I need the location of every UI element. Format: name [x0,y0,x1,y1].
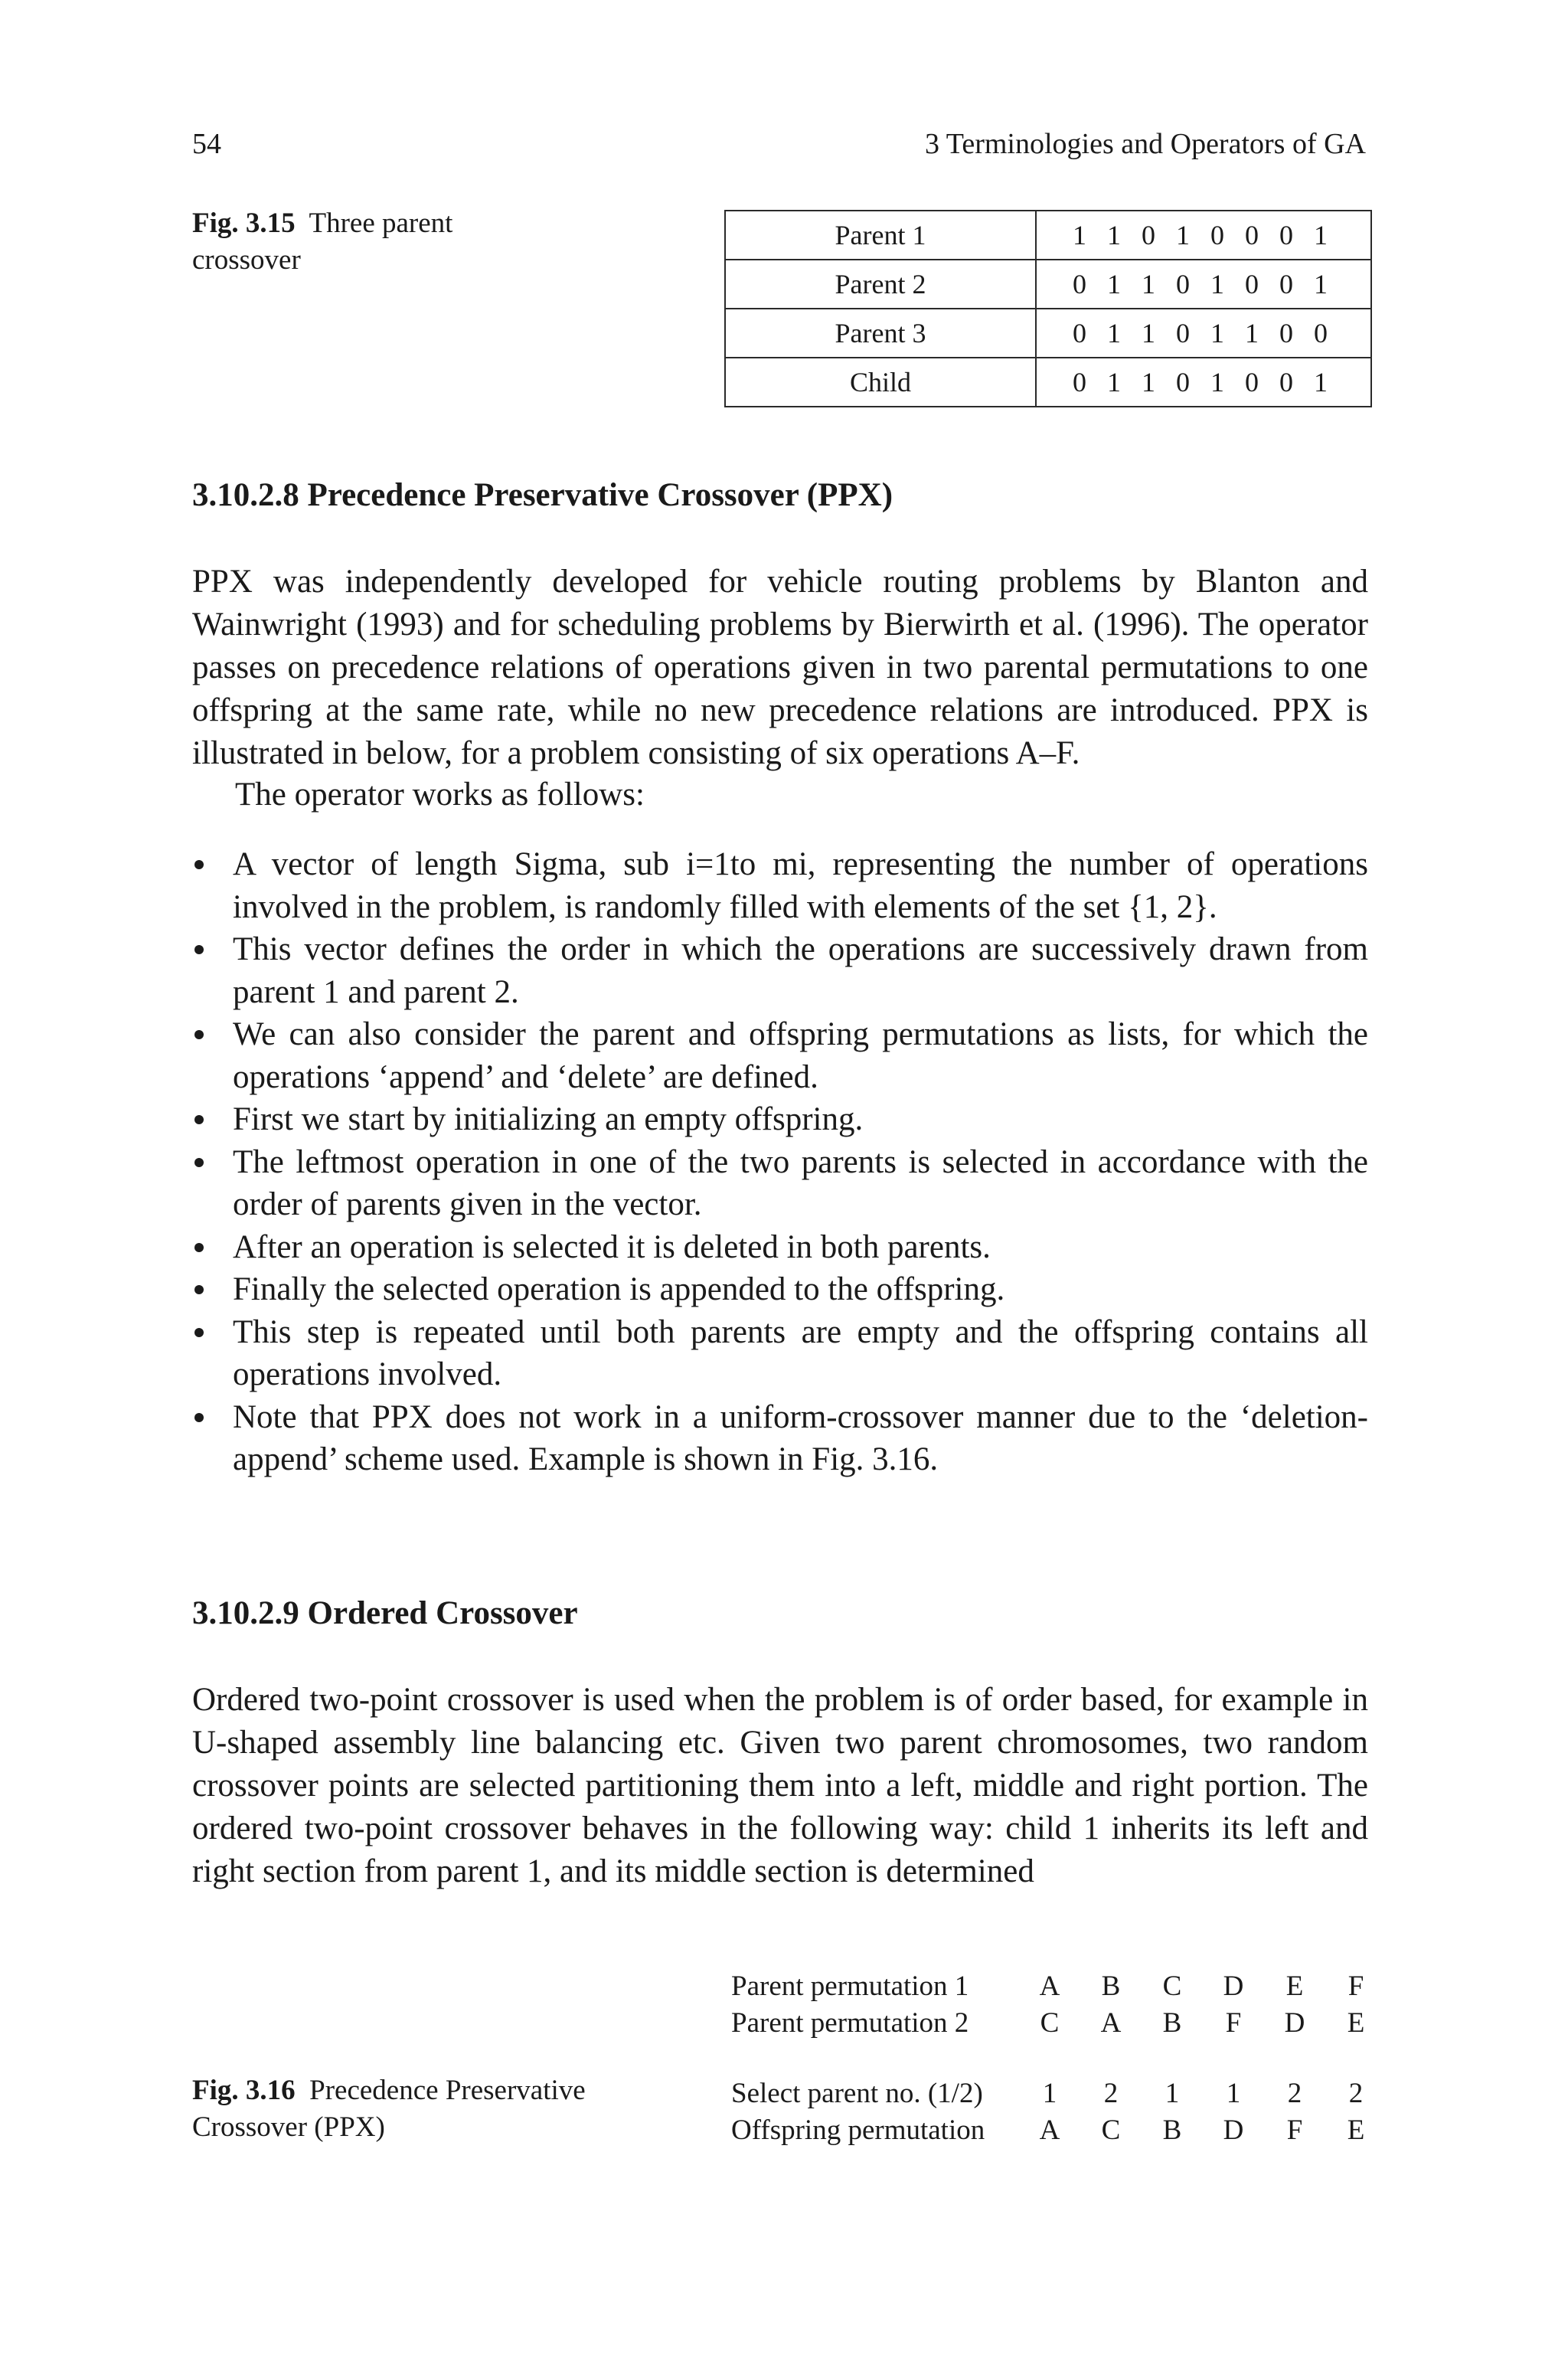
row-label: Parent 1 [725,211,1036,260]
table-cell: A [1039,2115,1060,2146]
row-bits: 0 1 1 0 1 0 0 1 [1036,358,1371,407]
row-label: Child [725,358,1036,407]
list-item [192,1013,1368,1098]
figure-3-15-label: Fig. 3.15 [192,208,296,239]
list-item-text: We can also consider the parent and offspring permutations as lists, for which the operations ‘append’ and ‘delete’ are defined. [233,1016,1368,1095]
row-bits: 1 1 0 1 0 0 0 1 [1036,211,1371,260]
list-item-text: The leftmost operation in one of the two parents is selected in accordance with the order of parents given in the vector. [233,1143,1368,1222]
table-cell: 1 [1226,2078,1241,2109]
bullet-icon [194,1030,204,1039]
table-cell: C [1101,2115,1121,2146]
bullet-icon [194,945,204,954]
bullet-icon [194,860,204,869]
bullet-icon [194,1243,204,1252]
list-item-text: This vector defines the order in which the operations are successively drawn from parent 1 and parent 2. [233,931,1368,1010]
table-row [725,260,1371,309]
section-heading-ppx: 3.10.2.8 Precedence Preservative Crossover (PPX) [192,477,893,513]
ppx-steps-list [192,843,1368,1481]
table-cell: F [1286,2115,1303,2146]
table-row [725,211,1371,260]
list-item-text: First we start by initializing an empty offspring. [233,1101,864,1137]
row-label: Parent 3 [725,309,1036,358]
table-cell: B [1101,1971,1121,2002]
list-item-text: A vector of length Sigma, sub i=1to mi, representing the number of operations involved in the problem, is randomly filled with elements of the set {1, 2}. [233,846,1368,925]
table-cell: E [1347,2007,1365,2039]
table-cell: A [1039,1971,1060,2002]
row-label: Parent permutation 2 [731,2007,969,2039]
list-item-text: Note that PPX does not work in a uniform-crossover manner due to the ‘deletion-append’ scheme used. Example is shown in Fig. 3.16. [233,1398,1368,1477]
table-cell: 1 [1165,2078,1180,2109]
list-item [192,843,1368,928]
table-cell: 2 [1348,2078,1364,2109]
table-cell: 1 [1042,2078,1057,2109]
list-item [192,1098,1368,1141]
list-item [192,1396,1368,1481]
list-item-text: This step is repeated until both parents are empty and the offspring contains all operations involved. [233,1313,1368,1392]
row-label: Offspring permutation [731,2115,985,2146]
table-cell: B [1162,2115,1182,2146]
table-cell: A [1100,2007,1122,2039]
table-cell: F [1225,2007,1242,2039]
row-bits: 0 1 1 0 1 1 0 0 [1036,309,1371,358]
row-label: Parent 2 [725,260,1036,309]
figure-3-16-label: Fig. 3.16 [192,2075,296,2106]
figure-3-15-caption-text: Three parent crossover [192,208,453,276]
list-item [192,1226,1368,1269]
table-cell: B [1162,2007,1182,2039]
table-cell: F [1348,1971,1364,2002]
row-bits: 0 1 1 0 1 0 0 1 [1036,260,1371,309]
list-item [192,1141,1368,1226]
table-cell: E [1347,2115,1365,2146]
ppx-intro: The operator works as follows: [235,777,645,813]
three-parent-crossover-table [724,210,1372,407]
ppx-paragraph: PPX was independently developed for vehicle routing problems by Blanton and Wainwright (1993) and for scheduling problems by Bierwirth et al. (1996). The operator passes on precedence relations of operations given in two parental permutations to one offspring at the same rate, while no new precedence relations are introduced. PPX is illustrated in below, for a problem consisting of six operations A–F. [192,564,1368,771]
table-cell: E [1285,1971,1304,2002]
list-item [192,1268,1368,1311]
bullet-icon [194,1115,204,1124]
list-item-text: Finally the selected operation is appended to the offspring. [233,1271,1005,1307]
table-cell: D [1223,2115,1244,2146]
table-cell: 2 [1103,2078,1119,2109]
figure-3-16-caption-text: Precedence Preservative Crossover (PPX) [192,2075,586,2143]
bullet-icon [194,1413,204,1422]
table-cell: 2 [1287,2078,1302,2109]
table-cell: D [1223,1971,1244,2002]
ordered-paragraph: Ordered two-point crossover is used when the problem is of order based, for example in U-shaped assembly line balancing etc. Given two parent chromosomes, two random crossover points are selected partitioning them into a left, middle and right portion. The ordered two-point crossover behaves in the following way: child 1 inherits its left and right section from parent 1, and its middle section is determined [192,1682,1368,1889]
running-header: 3 Terminologies and Operators of GA [924,128,1366,160]
section-heading-ordered: 3.10.2.9 Ordered Crossover [192,1595,578,1631]
bullet-icon [194,1158,204,1167]
table-cell: C [1162,1971,1182,2002]
row-label: Parent permutation 1 [731,1971,969,2002]
figure-3-15-caption [192,205,514,279]
table-row [725,358,1371,407]
table-cell: D [1284,2007,1305,2039]
figure-3-16-caption [192,2072,621,2146]
row-label: Select parent no. (1/2) [731,2078,983,2109]
list-item [192,928,1368,1013]
list-item-text: After an operation is selected it is deleted in both parents. [233,1228,991,1265]
bullet-icon [194,1328,204,1337]
table-row [725,309,1371,358]
bullet-icon [194,1285,204,1294]
page-number: 54 [192,128,221,160]
table-cell: C [1040,2007,1060,2039]
list-item [192,1311,1368,1396]
